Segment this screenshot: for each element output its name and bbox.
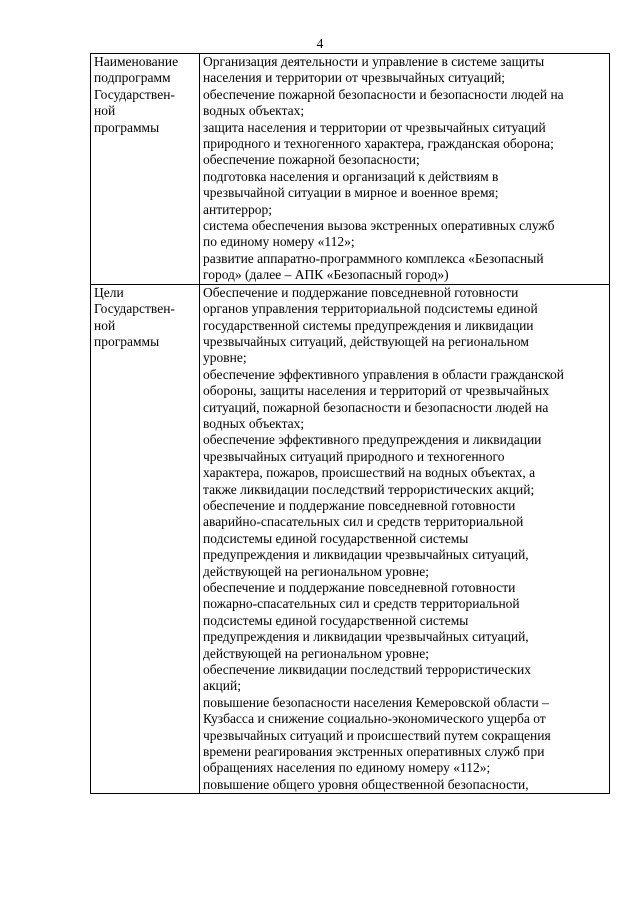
content-line: обеспечение пожарной безопасности; <box>203 152 420 168</box>
label-line: ной <box>94 103 116 119</box>
content-line: подготовка населения и организаций к действиям в <box>203 168 499 184</box>
content-line: пожарно-спасательных сил и средств территориальной <box>203 596 520 612</box>
content-line: город» (далее – АПК «Безопасный город») <box>203 267 449 283</box>
content-line: защита населения и территории от чрезвычайных ситуаций <box>203 119 546 135</box>
content-line: по единому номеру «112»; <box>203 234 355 250</box>
content-line: подсистемы единой государственной системы <box>203 612 469 628</box>
label-line: Государствен- <box>94 301 175 317</box>
content-line: времени реагирования экстренных оперативных служб при <box>203 744 545 760</box>
content-line: уровне; <box>203 350 247 366</box>
row-content-cell <box>200 54 610 285</box>
content-line: действующей на региональном уровне; <box>203 563 430 579</box>
content-line: аварийно-спасательных сил и средств территориальной <box>203 514 524 530</box>
content-line: органов управления территориальной подсистемы единой <box>203 301 538 317</box>
content-line: природного и техногенного характера, гражданская оборона; <box>203 136 554 152</box>
content-line: обеспечение и поддержание повседневной готовности <box>203 580 516 595</box>
content-line: предупреждения и ликвидации чрезвычайных ситуаций, <box>203 629 529 645</box>
content-line: государственной системы предупреждения и ликвидации <box>203 317 534 333</box>
content-line: Кузбасса и снижение социально-экономического ущерба от <box>203 711 546 727</box>
content-line: система обеспечения вызова экстренных оперативных служб <box>203 218 555 234</box>
content-line: действующей на региональном уровне; <box>203 645 430 661</box>
page-number: 4 <box>316 36 324 51</box>
content-line: акций; <box>203 678 241 694</box>
content-line: обеспечение пожарной безопасности и безопасности людей на <box>203 86 564 102</box>
content-line: антитеррор; <box>203 201 272 217</box>
label-line: программы <box>94 333 160 349</box>
content-line: обеспечение ликвидации последствий террористических <box>203 662 531 678</box>
content-line: ситуаций, пожарной безопасности и безопасности людей на <box>203 399 549 415</box>
row-label-cell <box>91 284 200 794</box>
content-line: повышение безопасности населения Кемеровской области – <box>203 694 549 710</box>
label-line: Государствен- <box>94 86 175 102</box>
label-line: ной <box>94 317 116 333</box>
content-line: населения и территории от чрезвычайных ситуаций; <box>203 70 506 86</box>
content-line: характера, пожаров, происшествий на водных объектах, а <box>203 465 536 481</box>
content-line: чрезвычайной ситуации в мирное и военное время; <box>203 185 499 201</box>
content-line: повышение общего уровня общественной безопасности, <box>203 776 529 792</box>
content-line: обеспечение и поддержание повседневной готовности <box>203 497 516 513</box>
program-passport-table <box>90 53 610 794</box>
content-line: чрезвычайных ситуаций природного и техногенного <box>203 448 505 464</box>
content-line: чрезвычайных ситуаций, действующей на региональном <box>203 333 529 349</box>
content-line: обеспечение эффективного предупреждения и ликвидации <box>203 432 542 448</box>
label-line: Цели <box>94 284 124 300</box>
label-line: подпрограмм <box>94 70 171 86</box>
content-line: Обеспечение и поддержание повседневной готовности <box>203 284 519 300</box>
content-line: развитие аппаратно-программного комплекса «Безопасный <box>203 250 544 266</box>
table-row <box>91 54 610 285</box>
content-line: предупреждения и ликвидации чрезвычайных ситуаций, <box>203 547 529 563</box>
row-content-cell <box>200 284 610 794</box>
content-line: водных объектах; <box>203 415 305 431</box>
label-line: Наименование <box>94 54 179 69</box>
label-line: программы <box>94 119 160 135</box>
content-line: водных объектах; <box>203 103 305 119</box>
content-line: обеспечение эффективного управления в области гражданской <box>203 366 564 382</box>
table-row <box>91 284 610 794</box>
content-line: обороны, защиты населения и территорий от чрезвычайных <box>203 383 549 399</box>
content-line: обращениях населения по единому номеру «112»; <box>203 760 491 776</box>
content-line: подсистемы единой государственной системы <box>203 530 469 546</box>
row-label-cell <box>91 54 200 285</box>
content-line: чрезвычайных ситуаций и происшествий путем сокращения <box>203 727 551 743</box>
content-line: также ликвидации последствий террористических акций; <box>203 481 535 497</box>
content-line: Организация деятельности и управление в системе защиты <box>203 54 545 69</box>
